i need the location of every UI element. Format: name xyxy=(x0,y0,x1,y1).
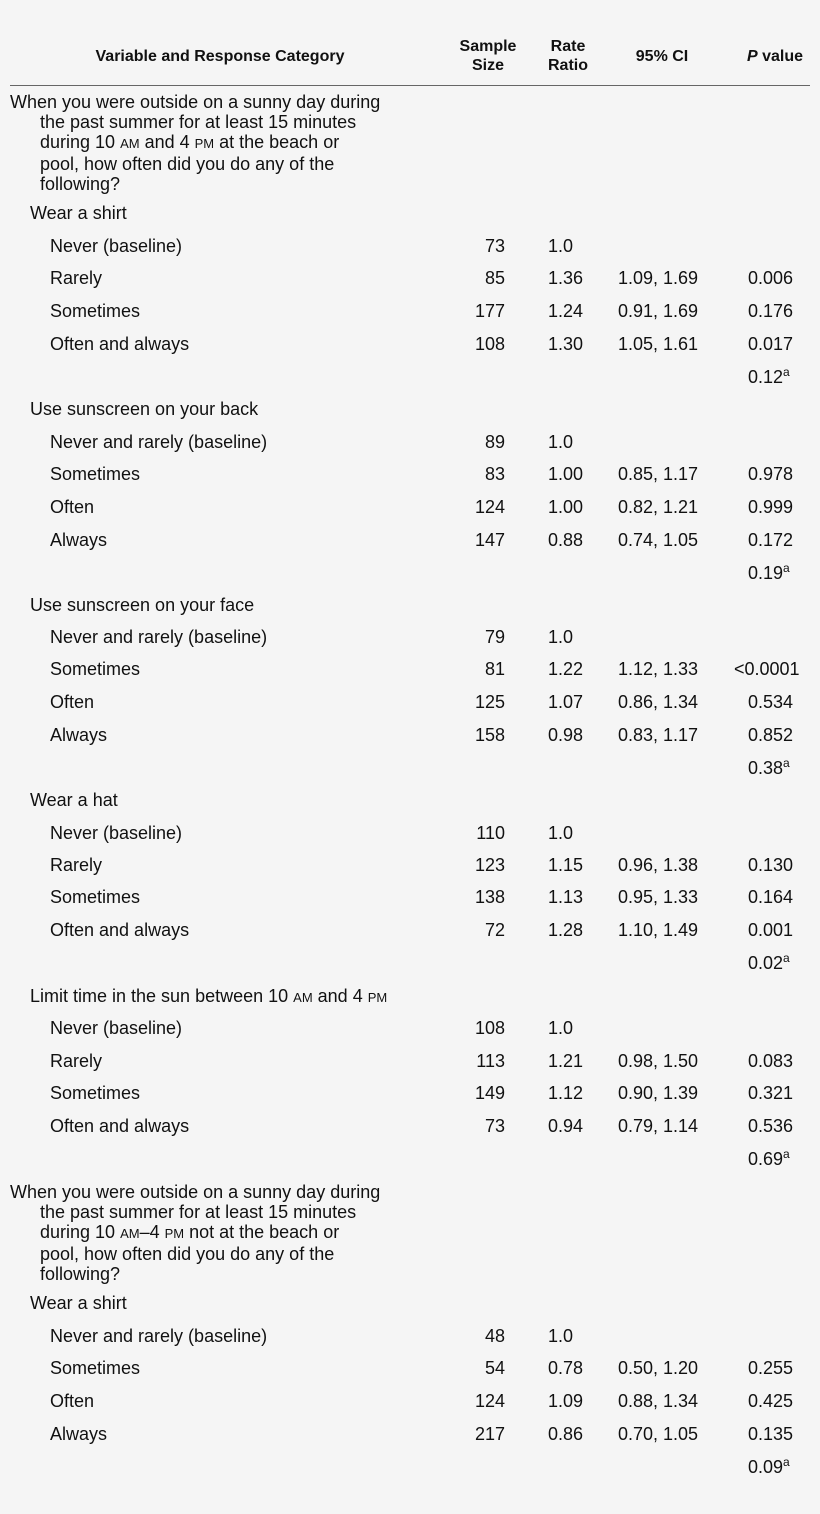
header-rule xyxy=(10,85,810,86)
trend-p-value: 0.02$^a$ xyxy=(748,951,790,973)
table-row: Never (baseline) 110 1.0 xyxy=(50,823,574,843)
header-sample-size: Sample Size xyxy=(459,38,517,74)
trend-p-value: 0.38$^a$ xyxy=(748,756,790,778)
trend-p-value: 0.09$^a$ xyxy=(748,1455,790,1477)
question-not-beach: When you were outside on a sunny day during the past summer for at least 15 minutes during 10 AM–4 PM not at the beach or pool, how often did you do any of the following? xyxy=(10,1182,381,1284)
header-variable: Variable and Response Category xyxy=(95,48,345,65)
trend-p-value: 0.19$^a$ xyxy=(748,561,790,583)
group-title: Wear a shirt xyxy=(30,203,127,223)
table-row: Never and rarely (baseline) 89 1.0 xyxy=(50,432,574,452)
table-row: Often and always 72 1.28 1.10, 1.49 0.001 xyxy=(50,920,794,940)
group-title: Wear a shirt xyxy=(30,1293,127,1313)
trend-row xyxy=(0,362,820,392)
table-row: Sometimes 177 1.24 0.91, 1.69 0.176 xyxy=(50,301,794,321)
trend-row xyxy=(0,1144,820,1174)
table-row: Never (baseline) 73 1.0 xyxy=(50,236,574,256)
table-row: Rarely 85 1.36 1.09, 1.69 0.006 xyxy=(50,268,794,288)
group-title: Wear a hat xyxy=(30,790,118,810)
table-row: Sometimes 138 1.13 0.95, 1.33 0.164 xyxy=(50,887,794,907)
header-ci: 95% CI xyxy=(635,48,689,65)
trend-row xyxy=(0,1452,820,1482)
group-title: Use sunscreen on your back xyxy=(30,399,259,419)
table-row: Always 217 0.86 0.70, 1.05 0.135 xyxy=(50,1424,794,1444)
question-beach: When you were outside on a sunny day during the past summer for at least 15 minutes during 10 AM and 4 PM at the beach or pool, how often did you do any of the following? xyxy=(10,92,381,194)
group-title: Limit time in the sun between 10 AM and 4 PM xyxy=(30,986,388,1006)
group-title: Use sunscreen on your face xyxy=(30,595,255,615)
table-row: Often and always 108 1.30 1.05, 1.61 0.017 xyxy=(50,334,794,354)
trend-row xyxy=(0,558,820,588)
header-p-value: P value xyxy=(746,48,804,65)
table-row: Always 158 0.98 0.83, 1.17 0.852 xyxy=(50,725,794,745)
table-row: Never and rarely (baseline) 79 1.0 xyxy=(50,627,574,647)
table-row: Rarely 113 1.21 0.98, 1.50 0.083 xyxy=(50,1051,794,1071)
header-rate-ratio: Rate Ratio xyxy=(548,38,588,74)
table-row: Sometimes 83 1.00 0.85, 1.17 0.978 xyxy=(50,464,794,484)
table-header xyxy=(0,30,820,86)
table-row: Never and rarely (baseline) 48 1.0 xyxy=(50,1326,574,1346)
table-row: Often and always 73 0.94 0.79, 1.14 0.536 xyxy=(50,1116,794,1136)
table-row: Always 147 0.88 0.74, 1.05 0.172 xyxy=(50,530,794,550)
table-row: Sometimes 54 0.78 0.50, 1.20 0.255 xyxy=(50,1358,794,1378)
table-row: Often 124 1.00 0.82, 1.21 0.999 xyxy=(50,497,794,517)
table-row: Often 125 1.07 0.86, 1.34 0.534 xyxy=(50,692,794,712)
trend-p-value: 0.12$^a$ xyxy=(748,365,790,387)
table-row: Sometimes 81 1.22 1.12, 1.33 <0.0001 xyxy=(50,659,800,679)
trend-row xyxy=(0,948,820,978)
table-row: Sometimes 149 1.12 0.90, 1.39 0.321 xyxy=(50,1083,794,1103)
table-row: Never (baseline) 108 1.0 xyxy=(50,1018,574,1038)
trend-row xyxy=(0,753,820,783)
table-row: Rarely 123 1.15 0.96, 1.38 0.130 xyxy=(50,855,794,875)
table-row: Often 124 1.09 0.88, 1.34 0.425 xyxy=(50,1391,794,1411)
trend-p-value: 0.69$^a$ xyxy=(748,1147,790,1169)
